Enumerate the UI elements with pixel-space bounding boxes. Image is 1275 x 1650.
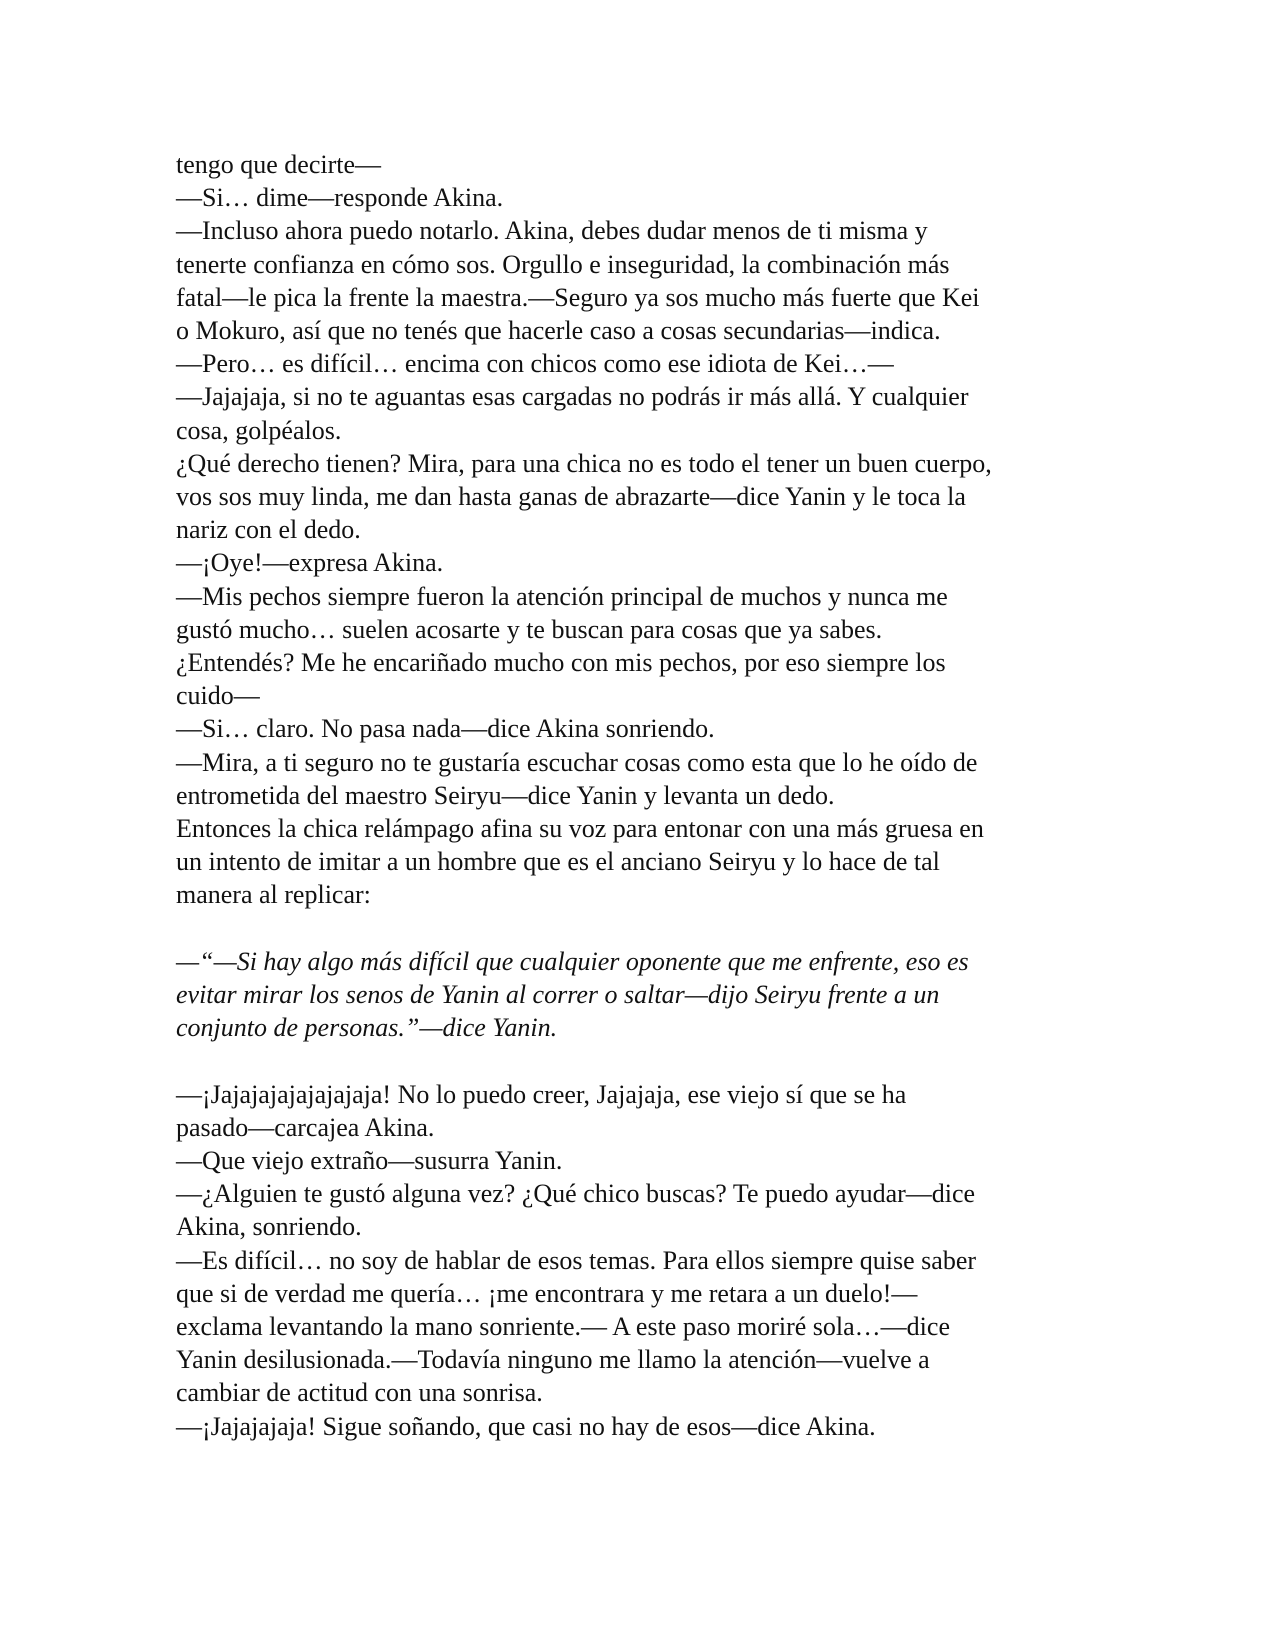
paragraph: —¿Alguien te gustó alguna vez? ¿Qué chico buscas? Te puedo ayudar—dice Akina, sonriendo. <box>176 1179 976 1242</box>
paragraph: —Mira, a ti seguro no te gustaría escuchar cosas como esta que lo he oído de entrometida del maestro Seiryu—dice Yanin y levanta un dedo. <box>176 747 978 810</box>
paragraph: —Si… dime—responde Akina. <box>176 183 504 213</box>
paragraph: —Jajajaja, si no te aguantas esas cargadas no podrás ir más allá. Y cualquier cosa, golpéalos. <box>176 382 969 445</box>
paragraph: —Pero… es difícil… encima con chicos como ese idiota de Kei…— <box>176 349 894 379</box>
paragraph: —¡Jajajajaja! Sigue soñando, que casi no hay de esos—dice Akina. <box>176 1411 876 1441</box>
paragraph: tengo que decirte— <box>176 150 382 179</box>
paragraph: ¿Qué derecho tienen? Mira, para una chica no es todo el tener un buen cuerpo, vos sos muy linda, me dan hasta ganas de abrazarte—dice Yanin y le toca la nariz con el dedo. <box>176 448 992 545</box>
blank-line <box>176 912 1106 945</box>
paragraph: —¡Jajajajajajajajaja! No lo puedo creer, Jajajaja, ese viejo sí que se ha pasado—carcajea Akina. <box>176 1079 907 1142</box>
quote-paragraph: —“—Si hay algo más difícil que cualquier oponente que me enfrente, eso es evitar mirar los senos de Yanin al correr o saltar—dijo Seiryu frente a un conjunto de personas.”—dice Yanin. <box>176 946 969 1043</box>
paragraph: Entonces la chica relámpago afina su voz para entonar con una más gruesa en un intento de imitar a un hombre que es el anciano Seiryu y lo hace de tal manera al replicar: <box>176 814 984 910</box>
paragraph: —Si… claro. No pasa nada—dice Akina sonriendo. <box>176 714 715 744</box>
paragraph: —Que viejo extraño—susurra Yanin. <box>176 1146 563 1176</box>
paragraph: —¡Oye!—expresa Akina. <box>176 548 444 578</box>
paragraph: —Mis pechos siempre fueron la atención principal de muchos y nunca me gustó mucho… suelen acosarte y te buscan para cosas que ya sabes. ¿Entendés? Me he encariñado mucho con mis pechos, por eso siempre los cuido— <box>176 581 948 711</box>
blank-line <box>176 1044 1106 1077</box>
paragraph: —Es difícil… no soy de hablar de esos temas. Para ellos siempre quise saber que si de verdad me quería… ¡me encontrara y me retara a un duelo!— exclama levantando la mano sonriente.— A este paso moriré sola…—dice Yanin desilusionada.—Todavía ninguno me llamo la atención—vuelve a cambiar de actitud con una sonrisa. <box>176 1245 977 1408</box>
paragraph: —Incluso ahora puedo notarlo. Akina, debes dudar menos de ti misma y tenerte confianza en cómo sos. Orgullo e inseguridad, la combinación más fatal—le pica la frente la maestra.—Seguro ya sos mucho más fuerte que Kei o Mokuro, así que no tenés que hacerle caso a cosas secundarias—indica. <box>176 216 980 346</box>
text-body <box>176 148 1106 1443</box>
